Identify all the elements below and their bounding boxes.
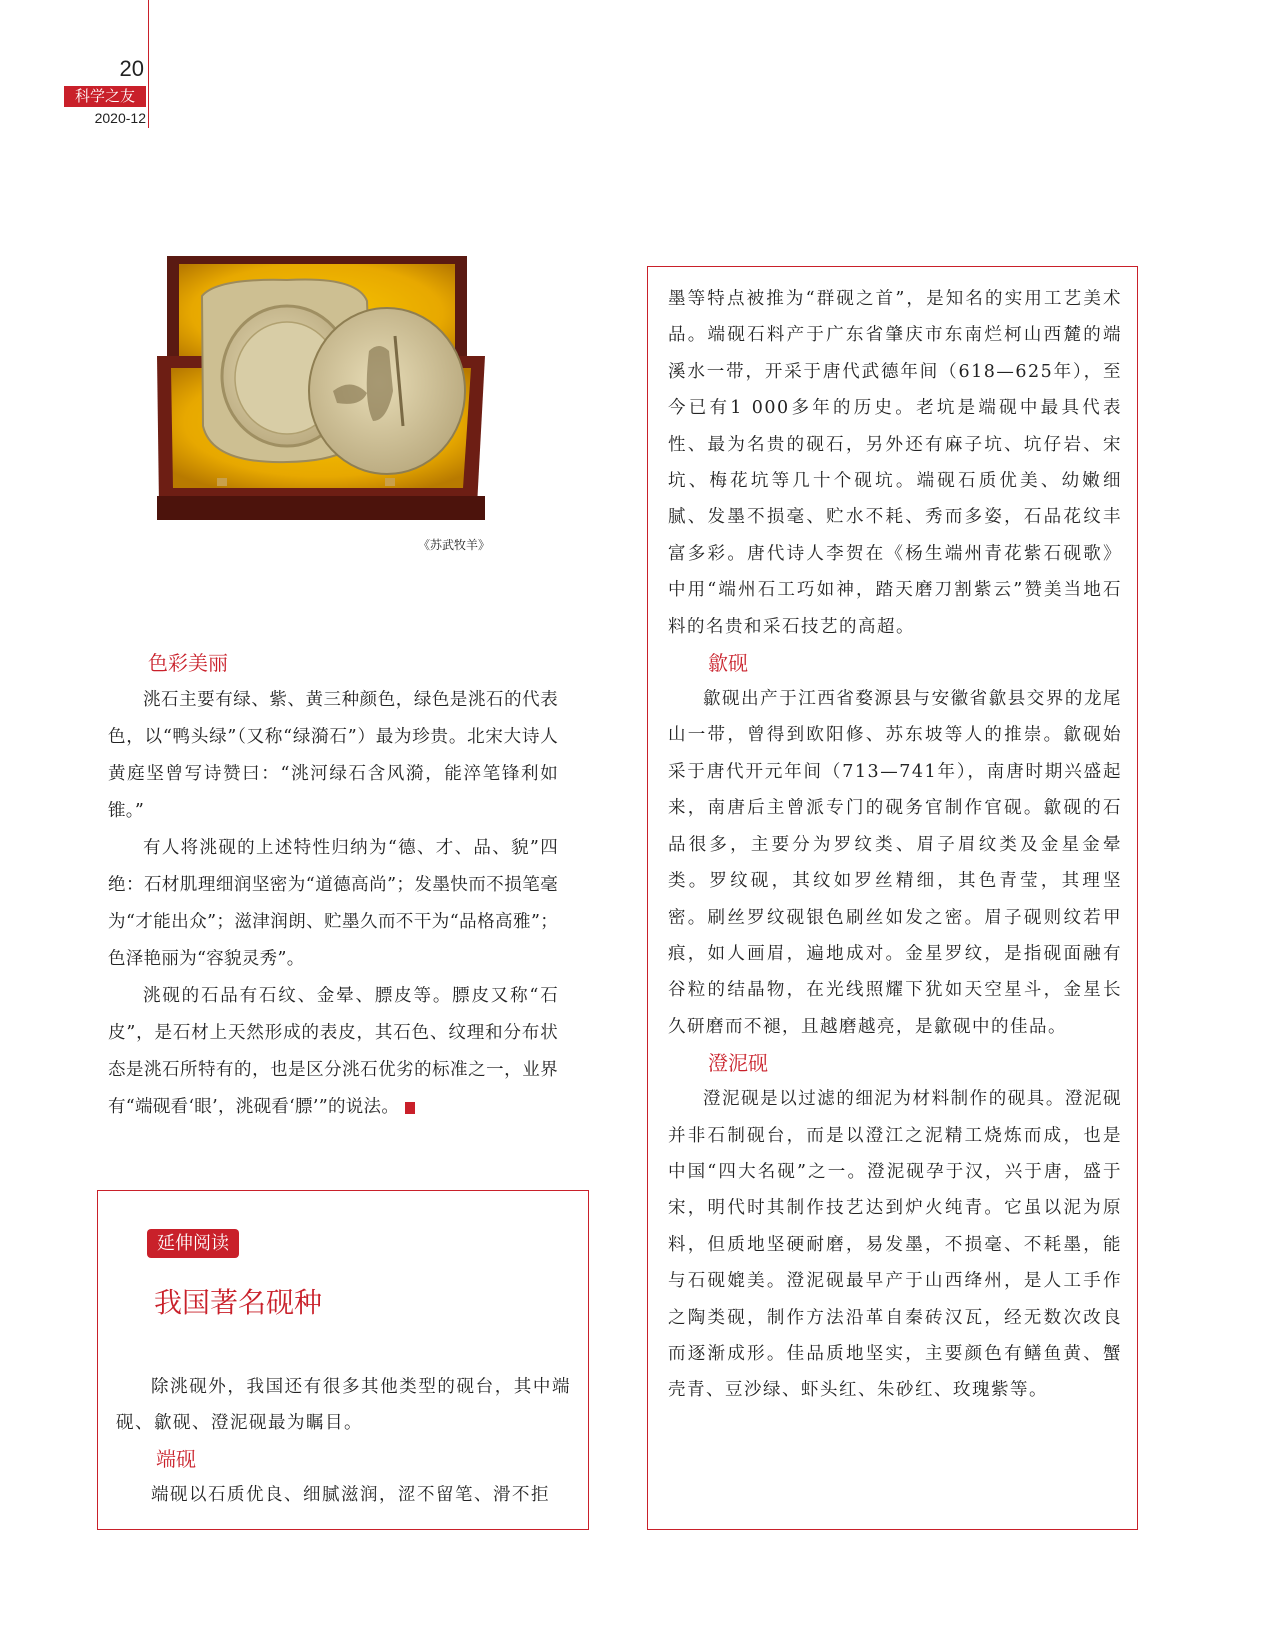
page-number: 20 xyxy=(119,56,144,81)
article-paragraph-text: 洮砚的石品有石纹、金晕、膘皮等。膘皮又称“石皮”，是石材上天然形成的表皮，其石色、纹理和分布状态是洮石所特有的，也是区分洮石优劣的标准之一，业界有“端砚看‘眼’，洮砚看‘膘’”的说法。 xyxy=(108,986,558,1117)
issue-date: 2020-12 xyxy=(94,110,146,126)
left-article xyxy=(108,648,558,1126)
duan-paragraph-start: 端砚以石质优良、细腻滋润，涩不留笔、滑不拒 xyxy=(151,1485,550,1505)
cheng-paragraph: 澄泥砚是以过滤的细泥为材料制作的砚具。澄泥砚并非石制砚台，而是以澄江之泥精工烧炼而成，也是中国“四大名砚”之一。澄泥砚孕于汉，兴于唐，盛于宋，明代时其制作技艺达到炉火纯青。它虽以泥为原料，但质地坚硬耐磨，易发墨，不损毫、不耗墨，能与石砚媲美。澄泥砚最早产于山西绛州，是人工手作之陶类砚，制作方法沿革自秦砖汉瓦，经无数次改良而逐渐成形。佳品质地坚实，主要颜色有鳝鱼黄、蟹壳青、豆沙绿、虾头红、朱砂红、玫瑰紫等。 xyxy=(668,1089,1122,1401)
intro-paragraph: 除洮砚外，我国还有很多其他类型的砚台，其中端砚、歙砚、澄泥砚最为瞩目。 xyxy=(116,1377,571,1433)
subheading-duan: 端砚 xyxy=(156,1447,196,1471)
extended-reading-tag: 延伸阅读 xyxy=(147,1229,239,1258)
she-paragraph: 歙砚出产于江西省婺源县与安徽省歙县交界的龙尾山一带，曾得到欧阳修、苏东坡等人的推崇。歙砚始采于唐代开元年间（713—741年），南唐时期兴盛起来，南唐后主曾派专门的砚务官制作官砚。歙砚的石品很多，主要分为罗纹类、眉子眉纹类及金星金晕类。罗纹砚，其纹如罗丝精细，其色青莹，其理坚密。刷丝罗纹砚银色刷丝如发之密。眉子砚则纹若甲痕，如人画眉，遍地成对。金星罗纹，是指砚面融有谷粒的结晶物，在光线照耀下犹如天空星斗，金星长久研磨而不褪，且越磨越亮，是歙砚中的佳品。 xyxy=(668,689,1122,1037)
inkstone-photo xyxy=(157,256,485,522)
header-rule xyxy=(148,0,149,128)
article-paragraph: 有人将洮砚的上述特性归纳为“德、才、品、貌”四绝：石材肌理细润坚密为“道德高尚”；发墨快而不损笔毫为“才能出众”；滋津润朗、贮墨久而不干为“品格高雅”；色泽艳丽为“容貌灵秀”。 xyxy=(108,838,558,969)
extended-reading-body-left xyxy=(116,1369,571,1513)
duan-paragraph-continued: 墨等特点被推为“群砚之首”，是知名的实用工艺美术品。端砚石料产于广东省肇庆市东南烂柯山西麓的端溪水一带，开采于唐代武德年间（618—625年），至今已有1 000多年的历史。老坑是端砚中最具代表性、最为名贵的砚石，另外还有麻子坑、坑仔岩、宋坑、梅花坑等几十个砚坑。端砚石质优美、幼嫩细腻、发墨不损毫、贮水不耗、秀而多姿，石品花纹丰富多彩。唐代诗人李贺在《杨生端州青花紫石砚歌》中用“端州石工巧如神，踏天磨刀割紫云”赞美当地石料的名贵和采石技艺的高超。 xyxy=(668,289,1122,637)
extended-reading-box xyxy=(97,1190,589,1530)
photo-caption: 《苏武牧羊》 xyxy=(417,538,490,552)
extended-reading-box-continued xyxy=(647,266,1138,1530)
subheading-she: 歙砚 xyxy=(708,651,748,676)
magazine-name: 科学之友 xyxy=(64,86,146,107)
article-paragraph: 洮石主要有绿、紫、黄三种颜色，绿色是洮石的代表色，以“鸭头绿”（又称“绿漪石”）最为珍贵。北宋大诗人黄庭坚曾写诗赞曰：“洮河绿石含风漪，能淬笔锋利如锥。” xyxy=(108,690,558,821)
article-paragraph xyxy=(108,978,558,1126)
extended-reading-title: 我国著名砚种 xyxy=(154,1286,323,1319)
subheading-cheng: 澄泥砚 xyxy=(708,1051,768,1076)
end-mark-icon xyxy=(405,1102,415,1114)
section-heading-color: 色彩美丽 xyxy=(148,651,228,675)
extended-reading-body-right xyxy=(668,281,1122,1409)
